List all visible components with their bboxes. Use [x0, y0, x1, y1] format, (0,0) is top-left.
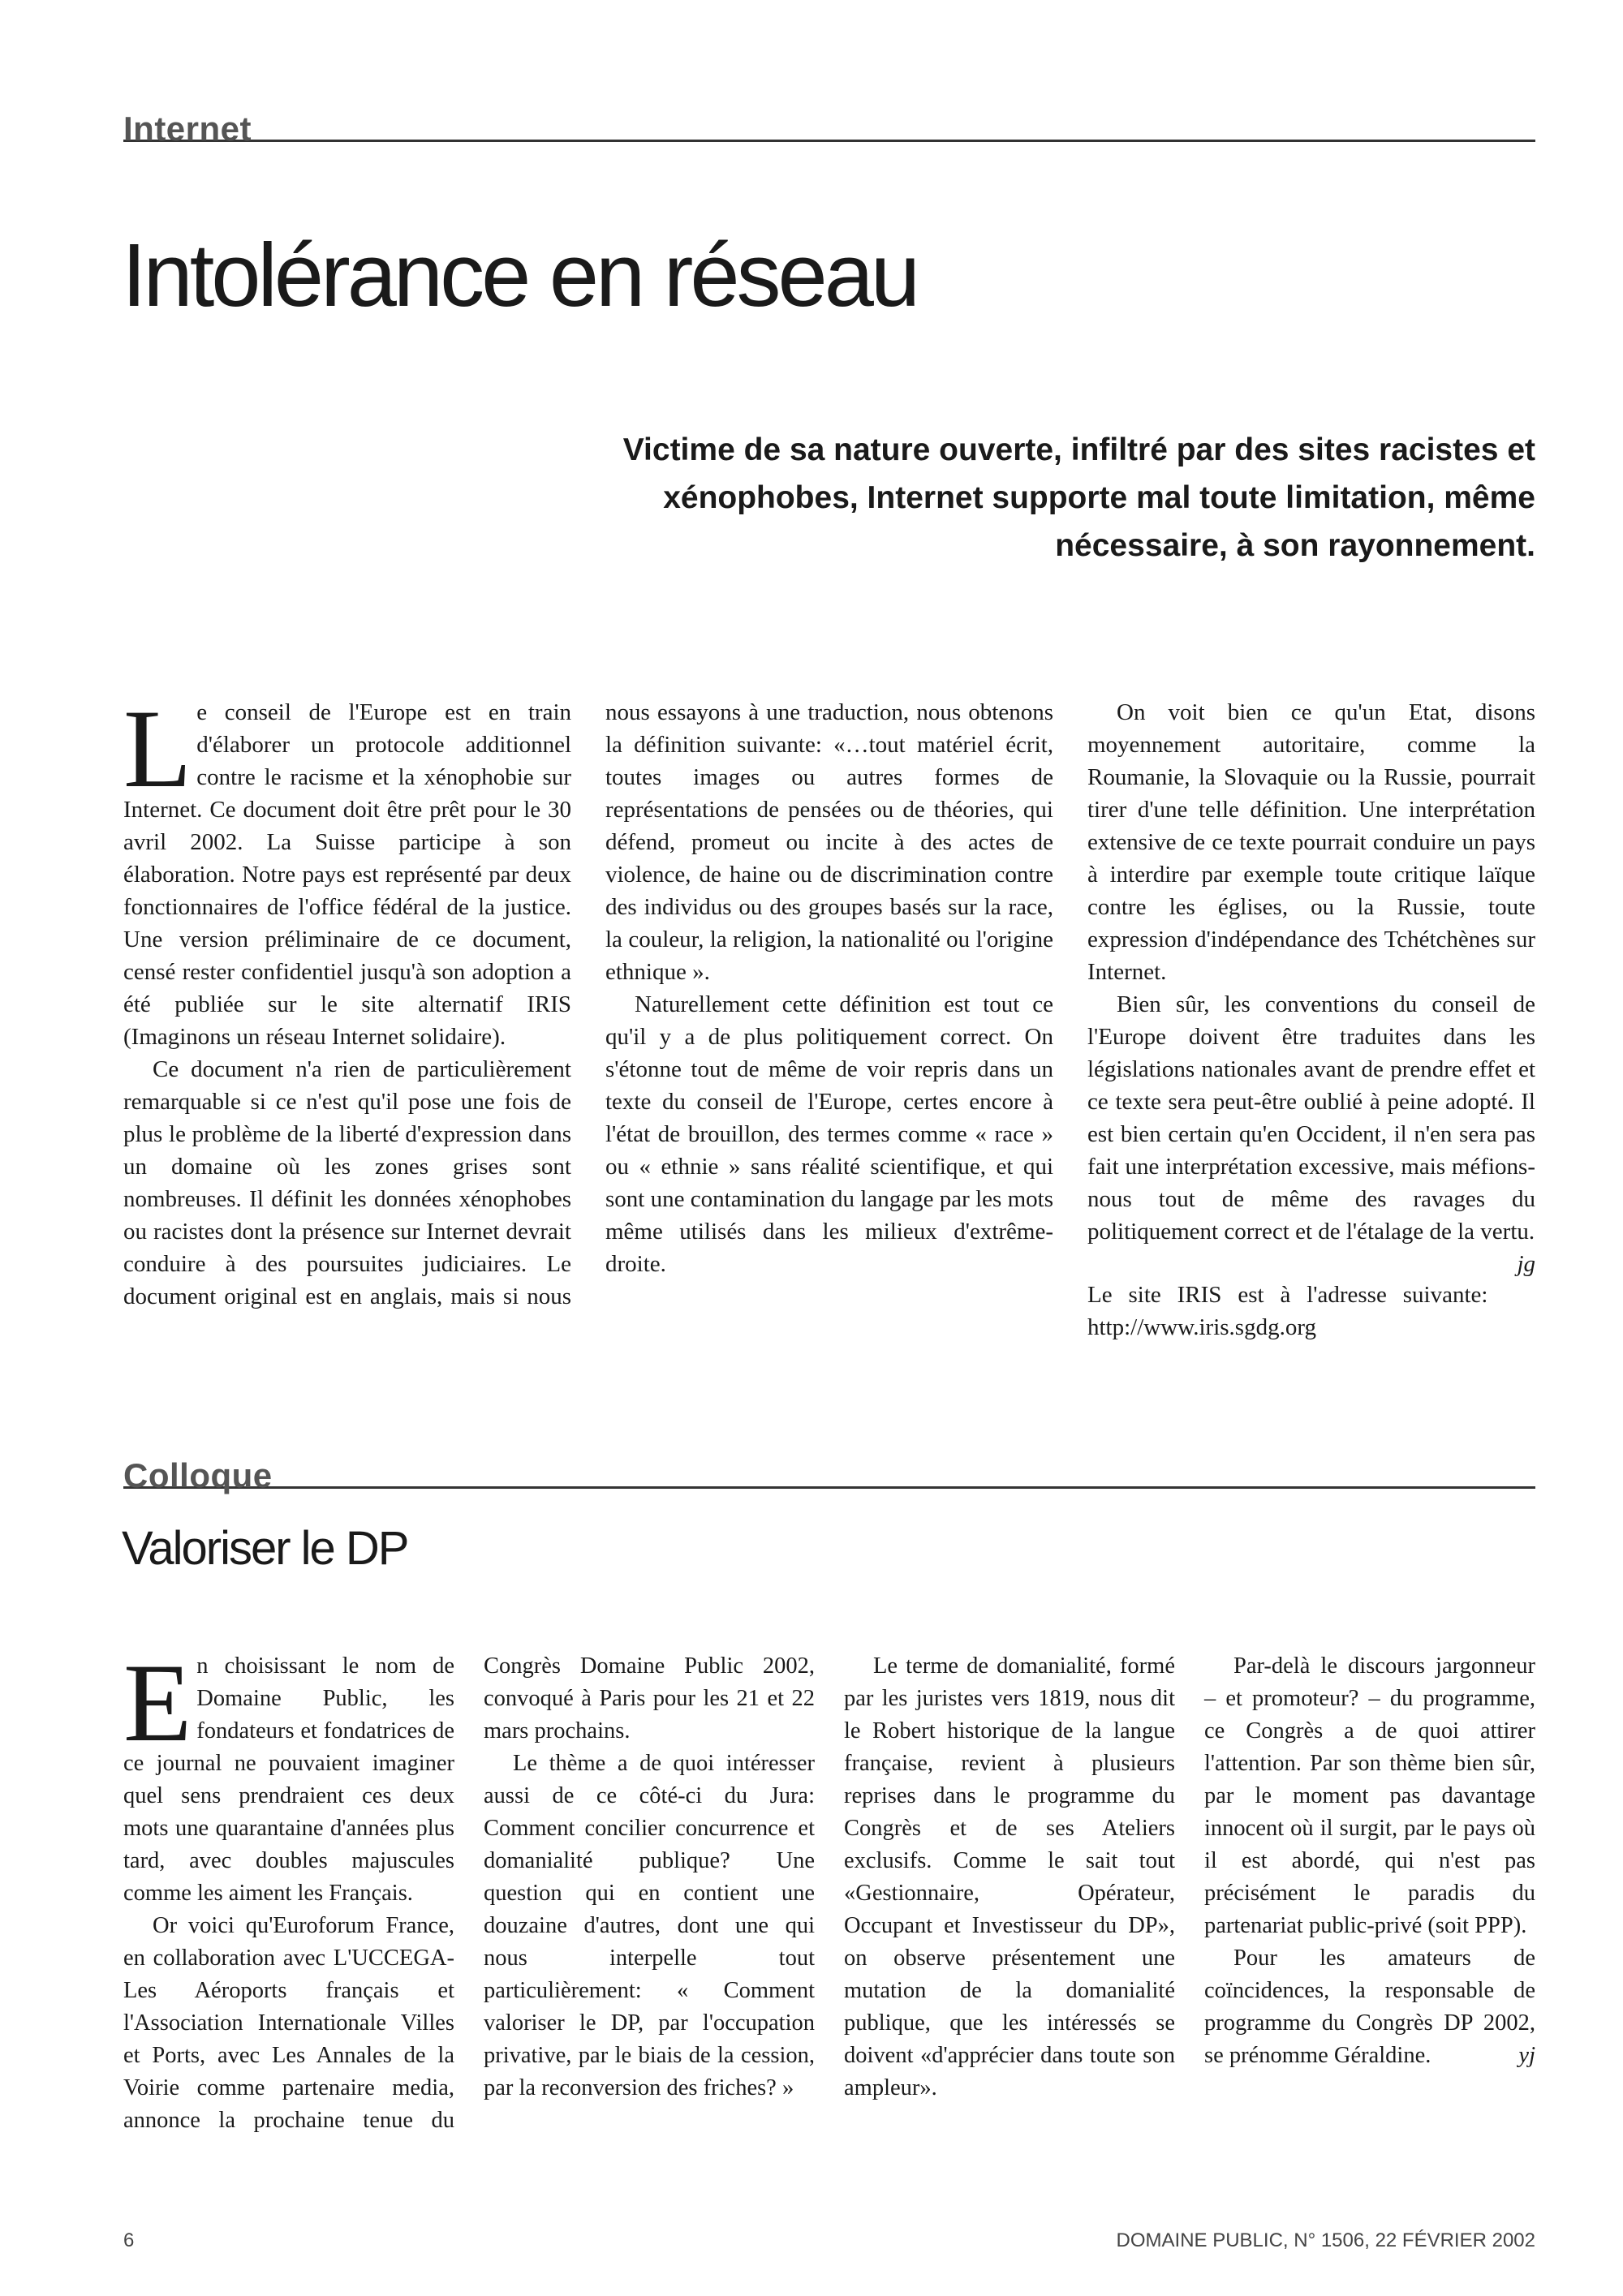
- author-signature: jg: [1517, 1251, 1535, 1277]
- page-number: 6: [123, 2229, 135, 2251]
- paragraph: En choisissant le nom de Domaine Public, les fondateurs et fondatrices de ce journal ne pouvaient imaginer quel sens prendraient ces deux mots une quarantaine d'années plus tard, avec doubles majuscules comme les aiment les Français.: [123, 1640, 454, 1906]
- section-rubric-internet: [123, 105, 1535, 148]
- paragraph: Le terme de domanialité, formé par les juristes vers 1819, nous dit le Robert historique de la langue française, revient à plusieurs reprises dans le programme du Congrès et de ses Ateliers exclusifs. Comme le sait tout «Gestionnaire, Opérateur, Occupant et Investisseur du DP», on observe présentement une mutation de la domanialité publique, que les intéressés se doivent «d'apprécier dans toute son ampleur».: [844, 1653, 1175, 2100]
- paragraph: Or voici qu'Euroforum France, en collaboration avec L'UCCEGA-Les Aéroports français et l'Association Internationale Villes et Ports, avec Les Annales de la Voirie comme partenaire media, annonce la prochaine tenue du Congrès Domaine Public 2002, convoqué à Paris pour les 21 et 22 mars prochains.: [123, 1653, 815, 2133]
- paragraph: Naturellement cette définition est tout ce qu'il y a de plus politiquement correct. On s'étonne tout de même de voir repris dans un texte du conseil de l'Europe, certes encore à l'état de brouillon, des termes comme « race » ou « ethnie » sans réalité scientifique, et qui sont une contamination du langage par les mots même utilisés dans les milieux d'extrême-droite.: [605, 991, 1053, 1277]
- source-note: Le site IRIS est à l'adresse suivante: http://www.iris.sgdg.org: [1087, 1282, 1488, 1340]
- paragraph: Le conseil de l'Europe est en train d'élaborer un protocole additionnel contre le racisme et la xénophobie sur Internet. Ce document doit être prêt pour le 30 avril 2002. La Suisse participe à son élaboration. Notre pays est représenté par deux fonctionnaires de l'office fédéral de la justice. Une version préliminaire de ce document, censé rester confidentiel jusqu'à son adoption a été publiée sur le site alternatif IRIS (Imaginons un réseau Internet solidaire).: [123, 686, 571, 1050]
- author-signature: yj: [1518, 2043, 1535, 2068]
- paragraph: Ce document n'a rien de particulièrement remarquable si ce n'est qu'il pose une fois de plus le problème de la liberté d'expression dans un domaine où les zones grises sont nombreuses. Il définit les données xénophobes ou racistes dont la présence sur Internet devrait conduire à des poursuites judiciaires. Le document original est en anglais, mais si nous nous essayons à une traduction, nous obtenons la définition suivante: «…tout matériel écrit, toutes images ou autres formes de représentations de pensées ou de théories, qui défend, promeut ou incite à des actes de violence, de haine ou de discrimination contre des individus ou des groupes basés sur la race, la couleur, la religion, la nationalité ou l'origine ethnique ».: [123, 699, 1053, 1309]
- section-rubric-colloque: [123, 1452, 1535, 1494]
- article-body: [123, 686, 1535, 1361]
- rubric-label: Internet: [123, 110, 252, 148]
- paragraph: Bien sûr, les conventions du conseil de l'Europe doivent être traduites dans les législations nationales avant de prendre effet et ce texte sera peut-être oublié à peine adopté. Il est bien certain qu'en Occident, il n'en sera pas fait une interprétation excessive, mais méfions-nous tout de même des ravages du politiquement correct et de l'étalage de la vertu. jg: [1087, 988, 1535, 1248]
- rubric-label: Colloque: [123, 1456, 273, 1494]
- drop-cap: L: [123, 686, 192, 810]
- article-lead: Victime de sa nature ouverte, infiltré par des sites racistes et xénophobes, Internet supporte mal toute limitation, même nécessaire, à son rayonnement.: [622, 432, 1535, 563]
- paragraph: Pour les amateurs de coïncidences, la responsable de programme du Congrès DP 2002, se prénomme Géraldine. yj: [1204, 1942, 1535, 2072]
- article-body: [123, 1640, 1535, 2153]
- paragraph: On voit bien ce qu'un Etat, disons moyennement autoritaire, comme la Roumanie, la Slovaquie ou la Russie, pourrait tirer d'une telle définition. Une interprétation extensive de ce texte pourrait conduire un pays à interdire par exemple toute critique laïque contre les églises, ou la Russie, toute expression d'indépendance des Tchétchènes sur Internet.: [1087, 699, 1535, 985]
- drop-cap: E: [123, 1640, 192, 1765]
- paragraph: Le thème a de quoi intéresser aussi de ce côté-ci du Jura: Comment concilier concurrence et domanialité publique? Une question qui en contient une douzaine d'autres, dont une qui nous interpelle tout particulièrement: « Comment valoriser le DP, par l'occupation privative, par le biais de la cession, par la reconversion des friches? »: [484, 1751, 815, 2100]
- article-title: Valoriser le DP: [122, 1522, 408, 1575]
- article-title: Intolérance en réseau: [122, 226, 918, 325]
- publication-info: DOMAINE PUBLIC, N° 1506, 22 FÉVRIER 2002: [1116, 2229, 1535, 2251]
- paragraph: Par-delà le discours jargonneur – et promoteur? – du programme, ce Congrès a de quoi attirer l'attention. Par son thème bien sûr, par le moment pas davantage innocent où il surgit, par le pays où il est abordé, qui n'est pas précisément le paradis du partenariat public-privé (soit PPP).: [1204, 1653, 1535, 1938]
